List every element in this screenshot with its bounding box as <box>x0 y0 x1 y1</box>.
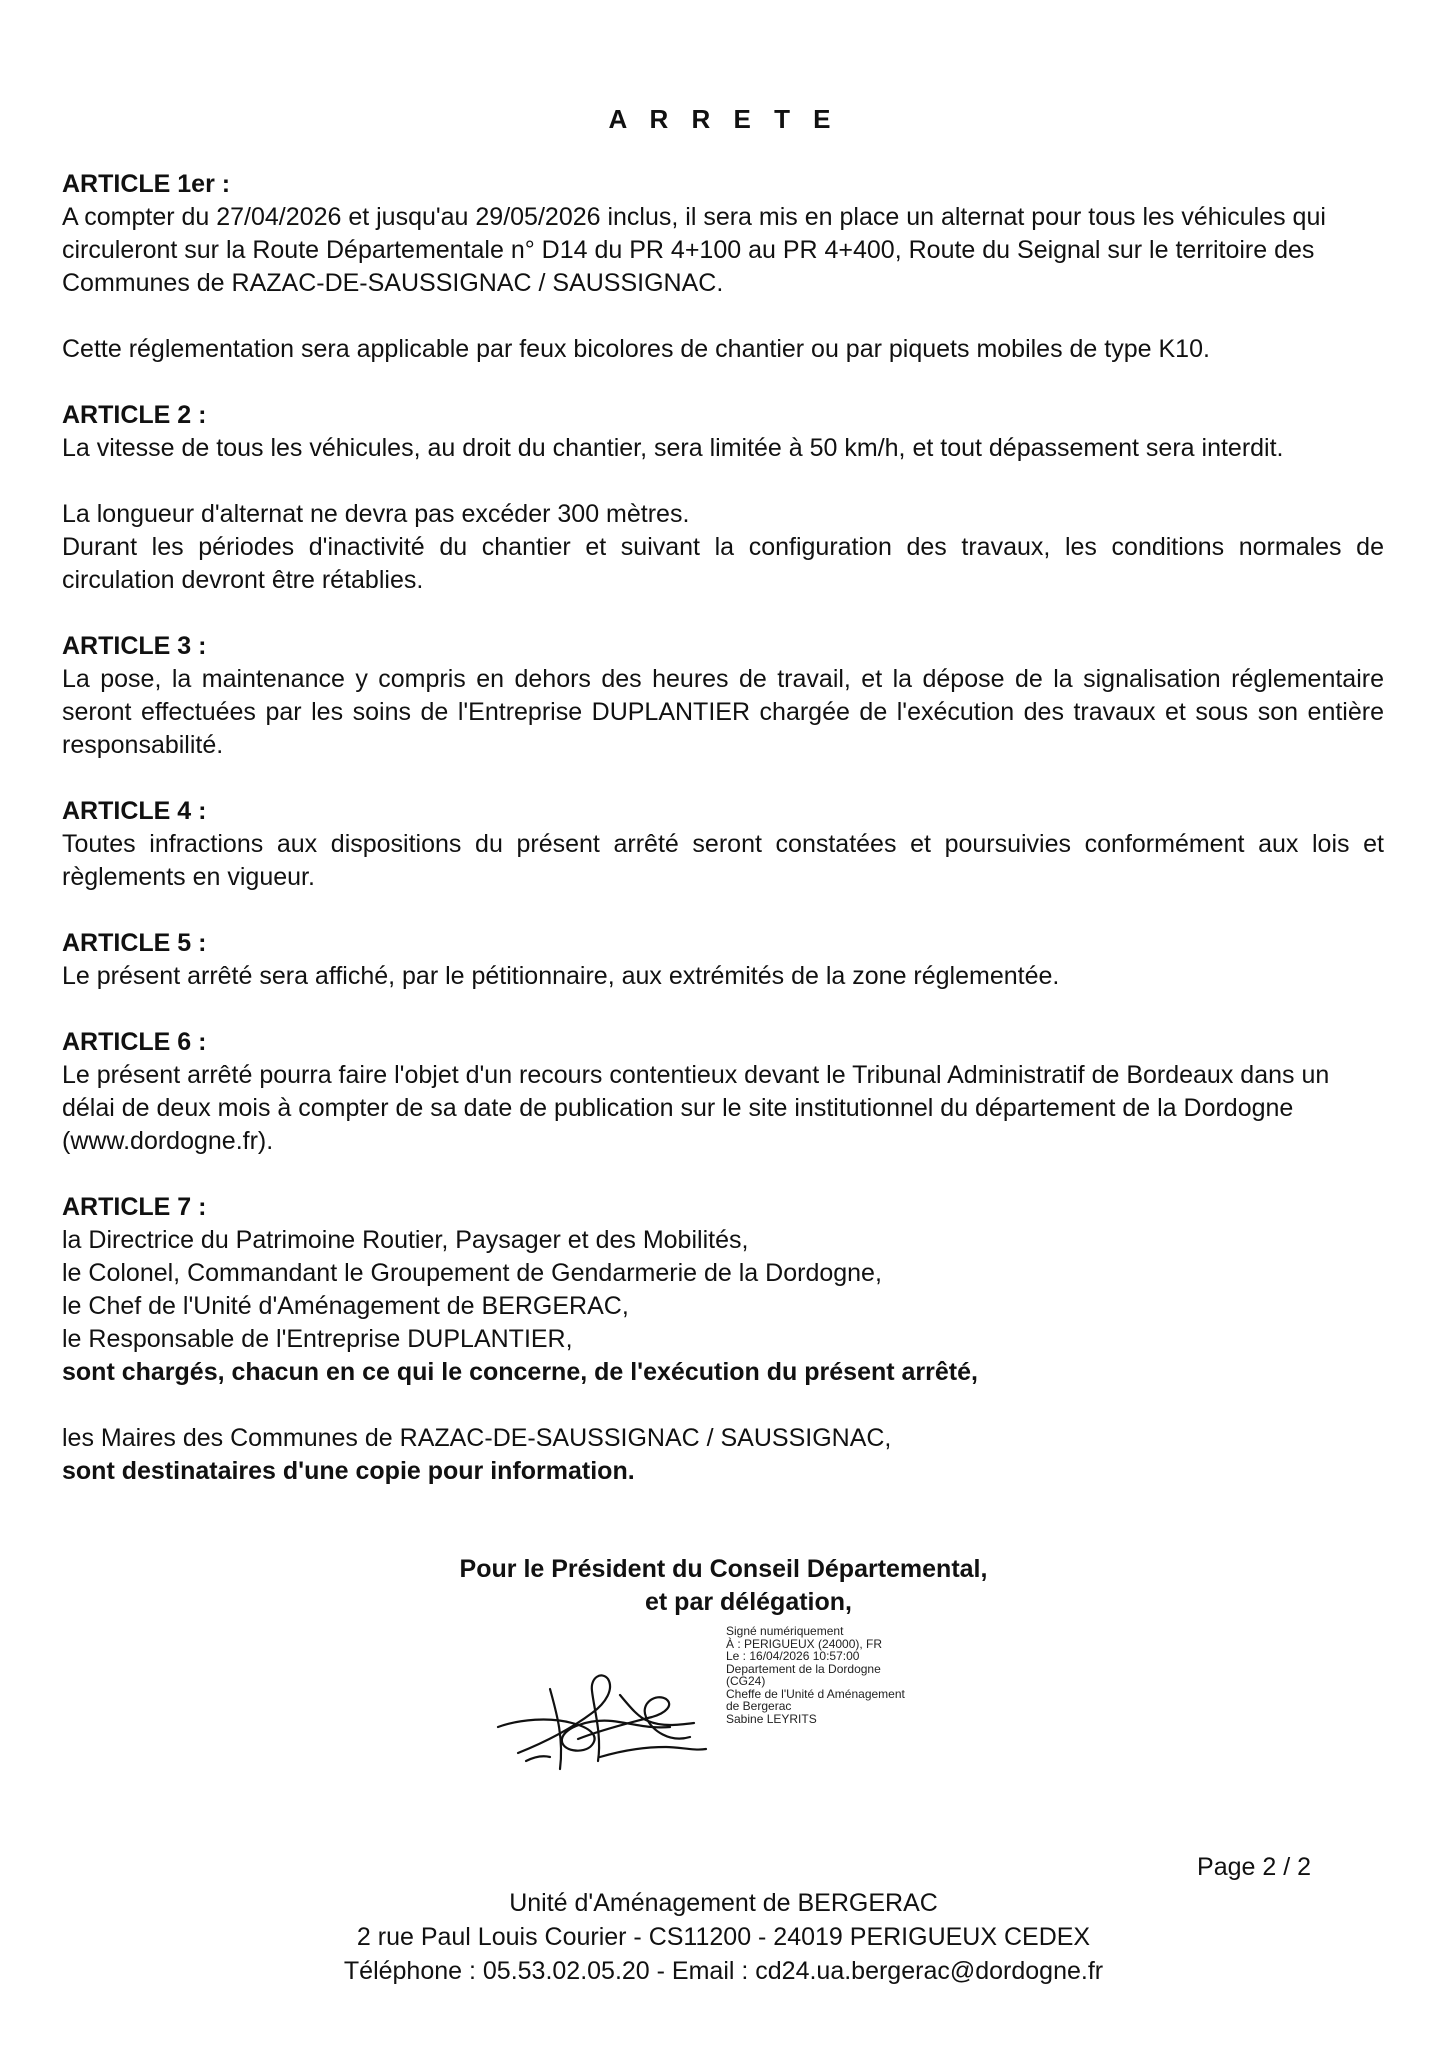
handwritten-signature <box>480 1665 730 1780</box>
article-paragraph: La vitesse de tous les véhicules, au droit du chantier, sera limitée à 50 km/h, et tout dépassement sera interdit. <box>62 434 1284 462</box>
responsible-line: le Chef de l'Unité d'Aménagement de BERGERAC, <box>62 1292 629 1320</box>
digital-signature-stamp <box>726 1625 905 1725</box>
signature-area <box>480 1625 960 1775</box>
footer <box>0 1886 1447 1988</box>
stamp-line: Cheffe de l'Unité d Aménagement <box>726 1686 905 1701</box>
article-paragraph: La pose, la maintenance y compris en dehors des heures de travail, et la dépose de la signalisation réglementaire seront effectuées par les soins de l'Entreprise DUPLANTIER chargée de l'exécution des travaux et sous son entière responsabilité. <box>62 665 1384 759</box>
document-title: A R R E T E <box>608 104 839 134</box>
stamp-line: Departement de la Dordogne <box>726 1661 881 1676</box>
article-4 <box>62 795 1384 894</box>
document-body <box>62 168 1384 1521</box>
article-1 <box>62 168 1384 366</box>
responsible-line: le Colonel, Commandant le Groupement de Gendarmerie de la Dordogne, <box>62 1259 882 1287</box>
footer-unit: Unité d'Aménagement de BERGERAC <box>509 1889 938 1917</box>
article-heading: ARTICLE 3 : <box>62 632 207 660</box>
article-6 <box>62 1026 1384 1158</box>
stamp-line: Le : 16/04/2026 10:57:00 <box>726 1649 860 1663</box>
article-3 <box>62 630 1384 762</box>
responsible-line: la Directrice du Patrimoine Routier, Paysager et des Mobilités, <box>62 1226 749 1254</box>
signature-line-2: et par délégation, <box>645 1588 852 1616</box>
article-heading: ARTICLE 7 : <box>62 1193 207 1221</box>
recipients-statement: sont destinataires d'une copie pour information. <box>62 1457 635 1485</box>
article-2 <box>62 399 1384 597</box>
article-paragraph: Durant les périodes d'inactivité du chantier et suivant la configuration des travaux, les conditions normales de circulation devront être rétablies. <box>62 533 1384 594</box>
article-7 <box>62 1191 1384 1488</box>
article-5 <box>62 927 1384 993</box>
stamp-line: (CG24) <box>726 1674 766 1688</box>
stamp-line: Signé numériquement <box>726 1624 844 1638</box>
article-paragraph: A compter du 27/04/2026 et jusqu'au 29/05/2026 inclus, il sera mis en place un alternat pour tous les véhicules qui circuleront sur la Route Départementale n° D14 du PR 4+100 au PR 4+400, Route du Seignal sur le territoire des Communes de RAZAC-DE-SAUSSIGNAC / SAUSSIGNAC. <box>62 203 1326 297</box>
article-heading: ARTICLE 1er : <box>62 170 231 198</box>
signature-line-1: Pour le Président du Conseil Départemental, <box>459 1555 988 1583</box>
article-heading: ARTICLE 4 : <box>62 797 207 825</box>
footer-address: 2 rue Paul Louis Courier - CS11200 - 24019 PERIGUEUX CEDEX <box>356 1923 1091 1951</box>
page-number: Page 2 / 2 <box>1197 1853 1311 1881</box>
footer-contact: Téléphone : 05.53.02.05.20 - Email : cd24.ua.bergerac@dordogne.fr <box>343 1957 1104 1985</box>
article-heading: ARTICLE 6 : <box>62 1028 207 1056</box>
article-paragraph: La longueur d'alternat ne devra pas excéder 300 mètres. <box>62 500 690 528</box>
article-paragraph: Le présent arrêté pourra faire l'objet d'un recours contentieux devant le Tribunal Administratif de Bordeaux dans un délai de deux mois à compter de sa date de publication sur le site institutionnel du département de la Dordogne (www.dordogne.fr). <box>62 1061 1330 1155</box>
mayors-line: les Maires des Communes de RAZAC-DE-SAUSSIGNAC / SAUSSIGNAC, <box>62 1424 892 1452</box>
stamp-line: Sabine LEYRITS <box>726 1711 817 1726</box>
article-heading: ARTICLE 5 : <box>62 929 207 957</box>
article-heading: ARTICLE 2 : <box>62 401 207 429</box>
stamp-line: de Bergerac <box>726 1699 792 1713</box>
signature-heading <box>0 1553 1447 1619</box>
article-paragraph: Toutes infractions aux dispositions du présent arrêté seront constatées et poursuivies conformément aux lois et règlements en vigueur. <box>62 830 1384 891</box>
stamp-line: À : PERIGUEUX (24000), FR <box>726 1636 883 1651</box>
article-paragraph: Le présent arrêté sera affiché, par le pétitionnaire, aux extrémités de la zone réglementée. <box>62 962 1060 990</box>
responsible-line: le Responsable de l'Entreprise DUPLANTIER, <box>62 1325 573 1353</box>
charged-statement: sont chargés, chacun en ce qui le concerne, de l'exécution du présent arrêté, <box>62 1358 978 1386</box>
article-paragraph: Cette réglementation sera applicable par feux bicolores de chantier ou par piquets mobiles de type K10. <box>62 335 1210 363</box>
